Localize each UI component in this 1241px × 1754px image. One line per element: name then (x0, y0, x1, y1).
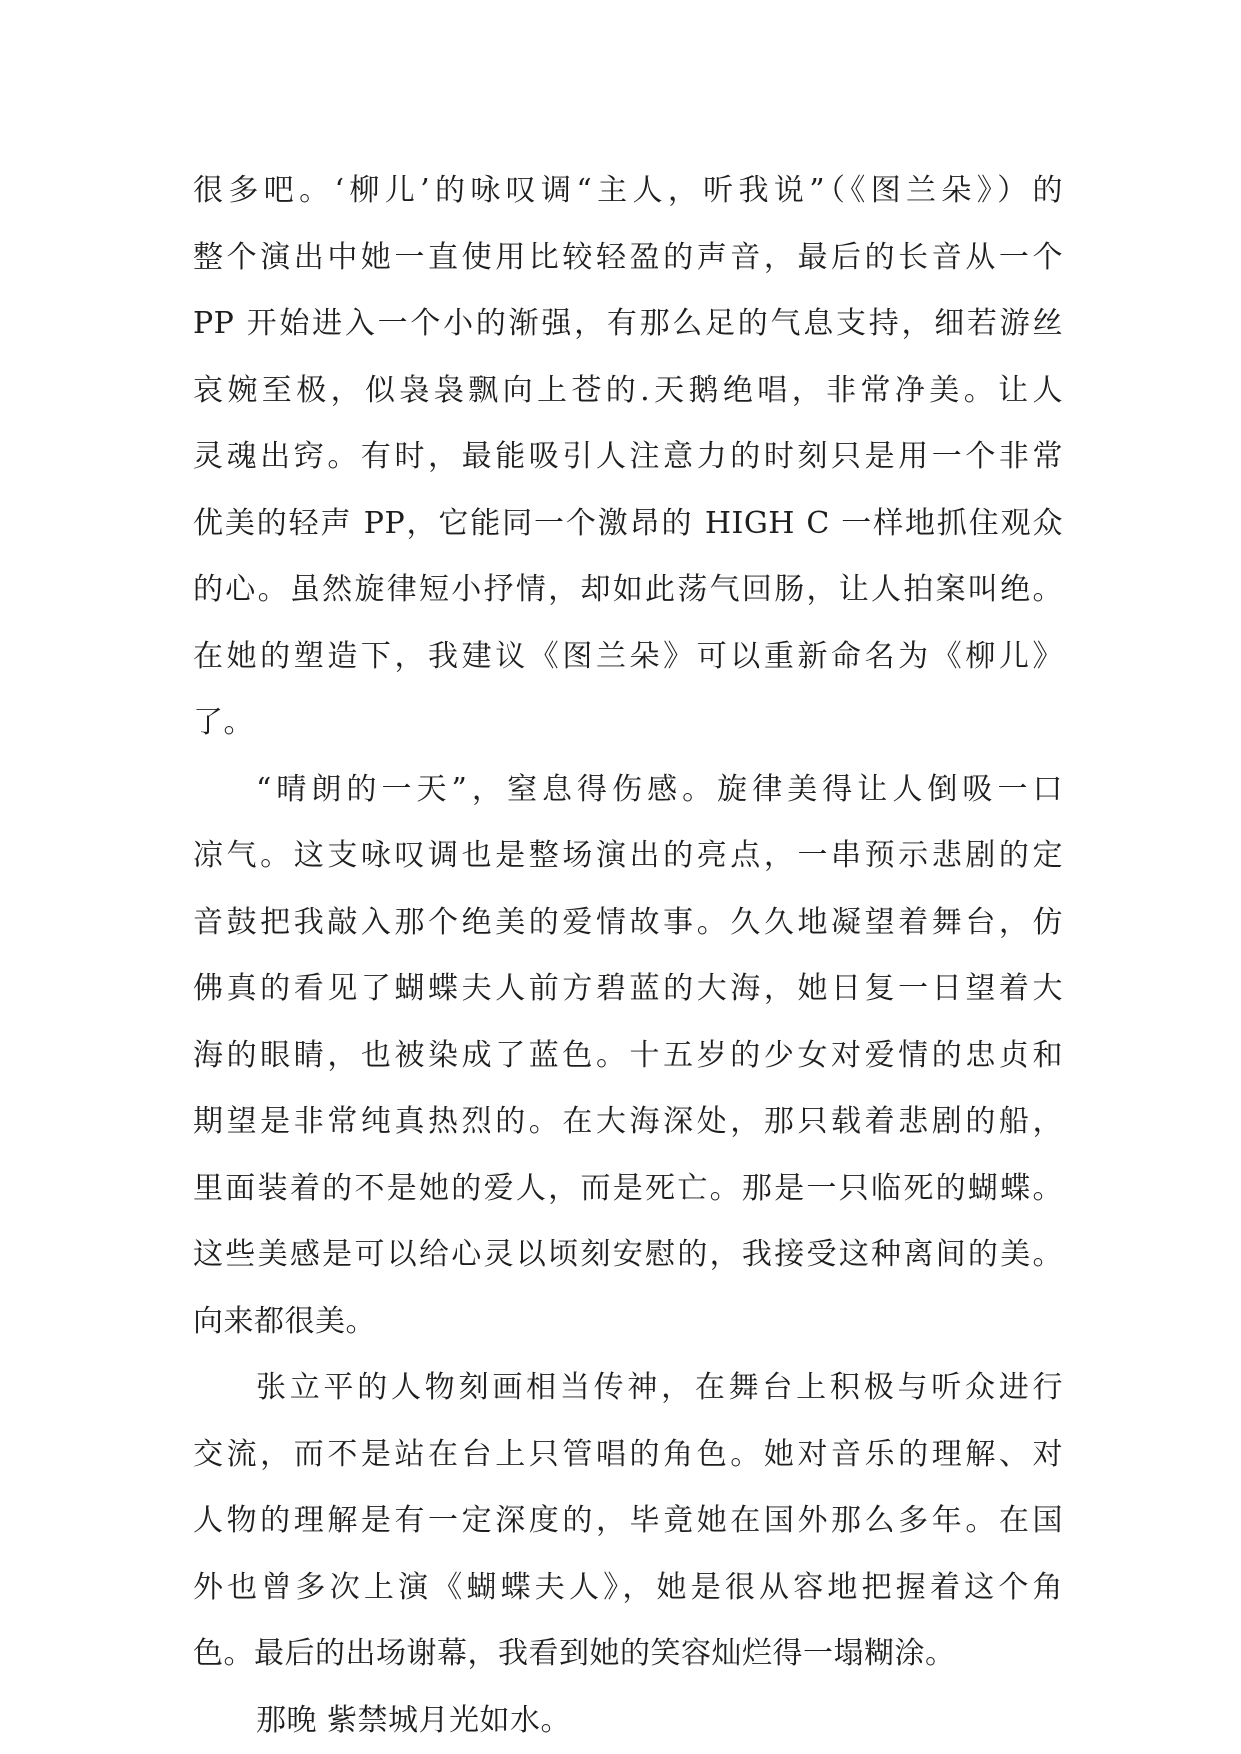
text-line: 在她的塑造下，我建议《图兰朵》可以重新命名为《柳儿》 (193, 638, 1063, 674)
text-line: 整个演出中她一直使用比较轻盈的声音，最后的长音从一个 (193, 239, 1063, 275)
text-line: 里面装着的不是她的爱人，而是死亡。那是一只临死的蝴蝶。 (193, 1170, 1063, 1206)
text-line: 的心。虽然旋律短小抒情，却如此荡气回肠，让人拍案叫绝。 (193, 572, 1063, 607)
text-line: 交流，而不是站在台上只管唱的角色。她对音乐的理解、对 (193, 1436, 1063, 1472)
text-line: 向来都很美。 (193, 1303, 376, 1339)
paragraph-start-line: 张立平的人物刻画相当传神，在舞台上积极与听众进行 (256, 1370, 1063, 1405)
text-line: 凉气。这支咏叹调也是整场演出的亮点，一串预示悲剧的定 (193, 838, 1063, 873)
text-line: PP 开始进入一个小的渐强，有那么足的气息支持，细若游丝 (193, 306, 1063, 341)
text-line: 人物的理解是有一定深度的，毕竟她在国外那么多年。在国 (193, 1503, 1063, 1538)
paragraph-start-line: “晴朗的一天”，窒息得伤感。旋律美得让人倒吸一口 (256, 771, 1063, 807)
text-line: 哀婉至极，似袅袅飘向上苍的.天鹅绝唱，非常净美。让人 (193, 372, 1063, 408)
text-line: 期望是非常纯真热烈的。在大海深处，那只载着悲剧的船， (193, 1104, 1063, 1139)
text-line: 灵魂出窍。有时，最能吸引人注意力的时刻只是用一个非常 (193, 439, 1063, 474)
text-line: 外也曾多次上演《蝴蝶夫人》，她是很从容地把握着这个角 (193, 1569, 1063, 1605)
text-line: 很多吧。‘柳儿’的咏叹调“主人，听我说”（《图兰朵》）的 (193, 173, 1063, 208)
text-line: 这些美感是可以给心灵以顷刻安慰的，我接受这种离间的美。 (193, 1237, 1063, 1272)
text-line: 优美的轻声 PP，它能同一个激昂的 HIGH C 一样地抓住观众 (193, 505, 1063, 541)
text-line: 了。 (193, 705, 254, 740)
text-line: 色。最后的出场谢幕，我看到她的笑容灿烂得一塌糊涂。 (193, 1636, 956, 1671)
paragraph-start-line: 那晚 紫禁城月光如水。 (256, 1702, 572, 1738)
body-text (193, 158, 1063, 1754)
text-line: 佛真的看见了蝴蝶夫人前方碧蓝的大海，她日复一日望着大 (193, 971, 1063, 1006)
text-line: 海的眼睛，也被染成了蓝色。十五岁的少女对爱情的忠贞和 (193, 1037, 1063, 1073)
text-line: 音鼓把我敲入那个绝美的爱情故事。久久地凝望着舞台，仿 (193, 904, 1063, 940)
